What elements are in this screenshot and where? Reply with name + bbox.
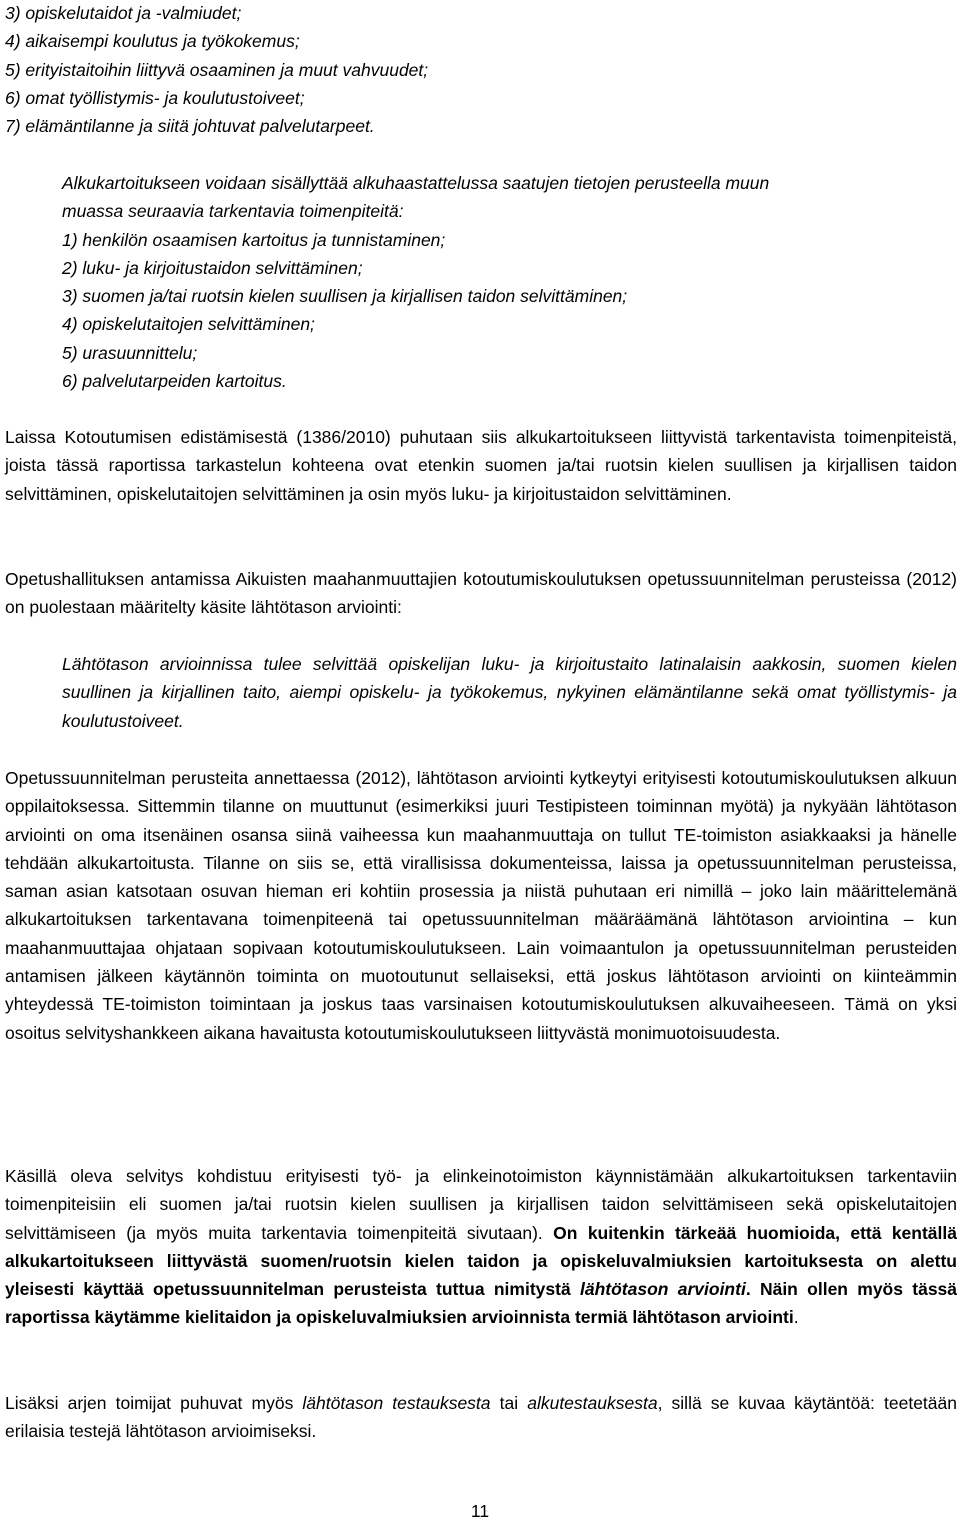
text-run: Lisäksi arjen toimijat puhuvat myös [5,1393,303,1413]
list-item: 4) aikaisempi koulutus ja työkokemus; [5,31,300,52]
list-item: 6) omat työllistymis- ja koulutustoiveet; [5,87,305,108]
paragraph [5,423,957,508]
page-number: 11 [470,1501,490,1521]
list-item: 4) opiskelutaitojen selvittäminen; [62,314,315,335]
text-run: , sillä se kuvaa käytäntöä: teetetään erilaisia testejä lähtötason arvioimiseksi. [5,1393,957,1442]
bold-text-run: On kuitenkin tärkeää huomioida, että kentällä alkukartoitukseen liittyvästä suomen/ruotsin kielen taidon ja opiskeluvalmiuksien kartoituksesta on alettu yleisesti käyttää opetussuunnitelman perusteista tuttua nimitystä [5,1222,957,1300]
paragraph-text [5,1162,957,1332]
italic-text-run: lähtötason testauksesta [302,1393,491,1413]
list-item: 5) urasuunnittelu; [62,342,198,363]
paragraph [5,1389,957,1446]
list-item: 3) opiskelutaidot ja -valmiudet; [5,3,242,23]
text-run: Käsillä oleva selvitys kohdistuu erityisesti työ- ja elinkeinotoimiston käynnistämään alkukartoituksen tarkentaviin toimenpiteisiin eli suomen ja/tai ruotsin kielen suullisen ja kirjallisen taidon selvittämiseen sekä opiskelutaitojen selvittämiseen (ja myös muita tarkentavia toimenpiteitä sivutaan). [5,1166,957,1243]
italic-text-run: alkutestauksesta [527,1393,658,1413]
quote-block [62,650,957,735]
intro-block [62,169,957,395]
list-item: 6) palvelutarpeiden kartoitus. [62,371,287,392]
list-item: 2) luku- ja kirjoitustaidon selvittäminen; [62,257,363,278]
bold-text-run: . Näin ollen myös tässä raportissa käytämme kielitaidon ja opiskeluvalmiuksien arvioinnista termiä lähtötason arviointi [5,1279,958,1328]
list-item: 5) erityistaitoihin liittyvä osaaminen ja muut vahvuudet; [5,59,429,80]
intro-line: muassa seuraavia tarkentavia toimenpiteitä: [62,201,404,222]
paragraph [5,565,957,622]
paragraph [5,1162,957,1332]
intro-line: Alkukartoitukseen voidaan sisällyttää alkuhaastattelussa saatujen tietojen perusteella muun [62,173,770,193]
quote-text: Lähtötason arvioinnissa tulee selvittää opiskelijan luku- ja kirjoitustaito latinalaisin aakkosin, suomen kielen suullinen ja kirjallinen taito, aiempi opiskelu- ja työkokemus, nykyinen elämäntilanne sekä omat työllistymis- ja koulutustoiveet. [62,654,957,731]
paragraph-text: Laissa Kotoutumisen edistämisestä (1386/2010) puhutaan siis alkukartoitukseen liittyvistä tarkentavista toimenpiteistä, joista tässä raportissa tarkastelun kohteena ovat etenkin suomen ja/tai ruotsin kielen suullisen ja kirjallisen taidon selvittäminen, opiskelutaitojen selvittäminen ja osin myös luku- ja kirjoitustaidon selvittäminen. [5,427,957,504]
paragraph [5,764,957,1047]
paragraph-text [5,1389,957,1446]
text-run: tai [490,1393,528,1413]
bold-italic-text-run: lähtötason arviointi [579,1279,746,1300]
list-item: 1) henkilön osaamisen kartoitus ja tunnistaminen; [62,229,446,250]
list-item: 7) elämäntilanne ja siitä johtuvat palvelutarpeet. [5,116,375,137]
paragraph-text: Opetussuunnitelman perusteita annettaessa (2012), lähtötason arviointi kytkeytyi erityisesti kotoutumiskoulutuksen alkuun oppilaitoksessa. Sittemmin tilanne on muuttunut (esimerkiksi juuri Testipisteen toiminnan myötä) ja nykyään lähtötason arviointi on oma itsenäinen osansa siinä vaiheessa kun maahanmuuttaja on tullut TE-toimiston asiakkaaksi ja hänelle tehdään alkukartoitusta. Tilanne on siis se, että virallisissa dokumenteissa, laissa ja opetussuunnitelman perusteissa, saman asian katsotaan osuvan hieman eri kohtiin prosessia ja niistä puhutaan eri nimillä – joko lain määrittelemänä alkukartoituksen tarkentavana toimenpiteenä tai opetussuunnitelman määräämänä lähtötason arviointina – kun maahanmuuttajaa ohjataan sopivaan kotoutumiskoulutukseen. Lain voimaantulon ja opetussuunnitelman perusteiden antamisen jälkeen käytännön toiminta on muotoutunut sellaiseksi, että joskus lähtötason arviointi on kiinteämmin yhteydessä TE-toimiston toimintaan ja joskus taas varsinaisen kotoutumiskoulutuksen alkuvaiheeseen. Tämä on yksi osoitus selvityshankkeen aikana havaitusta kotoutumiskoulutukseen liittyvästä monimuotoisuudesta. [5,768,957,1043]
list-item: 3) suomen ja/tai ruotsin kielen suullisen ja kirjallisen taidon selvittäminen; [62,286,628,307]
top-list [5,0,957,140]
text-run: . [793,1307,799,1328]
paragraph-text: Opetushallituksen antamissa Aikuisten maahanmuuttajien kotoutumiskoulutuksen opetussuunnitelman perusteissa (2012) on puolestaan määritelty käsite lähtötason arviointi: [5,569,957,618]
